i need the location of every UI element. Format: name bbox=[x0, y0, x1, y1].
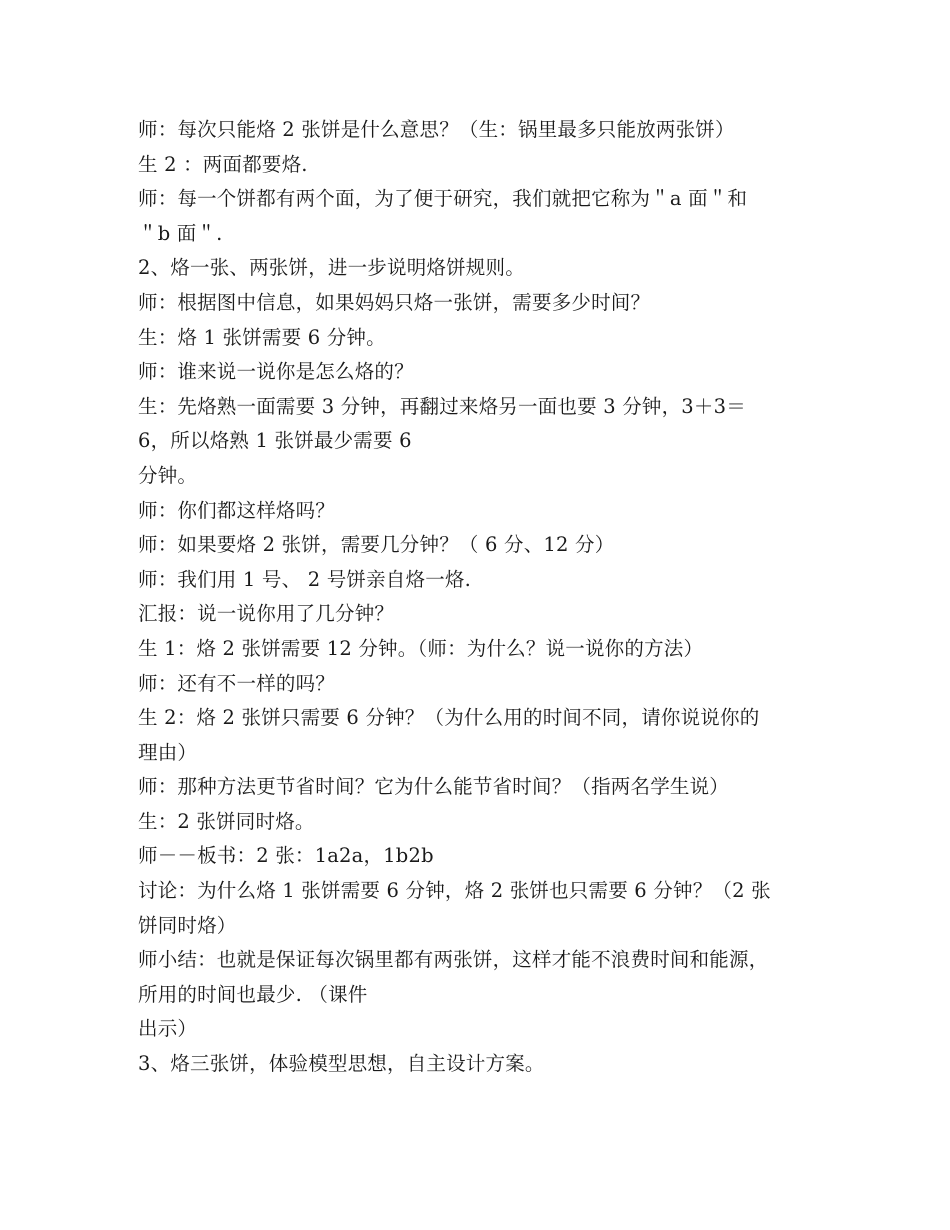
text-line: 师：根据图中信息，如果妈妈只烙一张饼，需要多少时间？ bbox=[138, 290, 651, 314]
text-line: 理由） bbox=[138, 740, 198, 764]
text-line: 生 2：烙 2 张饼只需要 6 分钟？（为什么用的时间不同，请你说说你的 bbox=[138, 706, 760, 730]
text-line: 师小结：也就是保证每次锅里都有两张饼，这样才能不浪费时间和能源， bbox=[138, 948, 769, 972]
text-line: 所用的时间也最少. （课件 bbox=[138, 982, 368, 1006]
section-heading: 3、烙三张饼，体验模型思想，自主设计方案。 bbox=[138, 1052, 545, 1076]
text-line: 师：那种方法更节省时间？它为什么能节省时间？（指两名学生说） bbox=[138, 775, 730, 799]
text-line: 师：谁来说一说你是怎么烙的？ bbox=[138, 360, 414, 384]
text-line: 生：先烙熟一面需要 3 分钟，再翻过来烙另一面也要 3 分钟，3＋3＝ bbox=[138, 394, 746, 418]
document-body bbox=[138, 113, 818, 1082]
text-line: 汇报：说一说你用了几分钟？ bbox=[138, 602, 395, 626]
text-line: 讨论：为什么烙 1 张饼需要 6 分钟，烙 2 张饼也只需要 6 分钟？（2 张 bbox=[138, 879, 771, 903]
text-line: 师：我们用 1 号、 2 号饼亲自烙一烙. bbox=[138, 567, 472, 591]
text-line: 师：你们都这样烙吗？ bbox=[138, 498, 336, 522]
text-line: 师：每次只能烙 2 张饼是什么意思？（生：锅里最多只能放两张饼） bbox=[138, 118, 735, 141]
section-heading: 2、烙一张、两张饼，进一步说明烙饼规则。 bbox=[138, 256, 525, 280]
text-line: 6，所以烙熟 1 张饼最少需要 6 bbox=[138, 429, 412, 453]
text-line: 分钟。 bbox=[138, 463, 198, 487]
text-line: ＂b 面＂. bbox=[138, 221, 223, 245]
text-line: 师：每一个饼都有两个面，为了便于研究，我们就把它称为＂a 面＂和 bbox=[138, 187, 748, 211]
text-line: 出示） bbox=[138, 1017, 198, 1041]
text-line: 生：2 张饼同时烙。 bbox=[138, 809, 315, 833]
text-line: 生：烙 1 张饼需要 6 分钟。 bbox=[138, 325, 386, 349]
text-line: 生 1：烙 2 张饼需要 12 分钟。（师：为什么？说一说你的方法） bbox=[138, 636, 704, 660]
text-line: 饼同时烙） bbox=[138, 913, 237, 937]
text-line: 生 2 ：两面都要烙. bbox=[138, 152, 308, 176]
text-line: 师：还有不一样的吗？ bbox=[138, 671, 336, 695]
text-line: 师－－板书：2 张：1a2a，1b2b bbox=[138, 844, 434, 868]
text-line: 师：如果要烙 2 张饼，需要几分钟？（ 6 分、12 分） bbox=[138, 533, 615, 557]
